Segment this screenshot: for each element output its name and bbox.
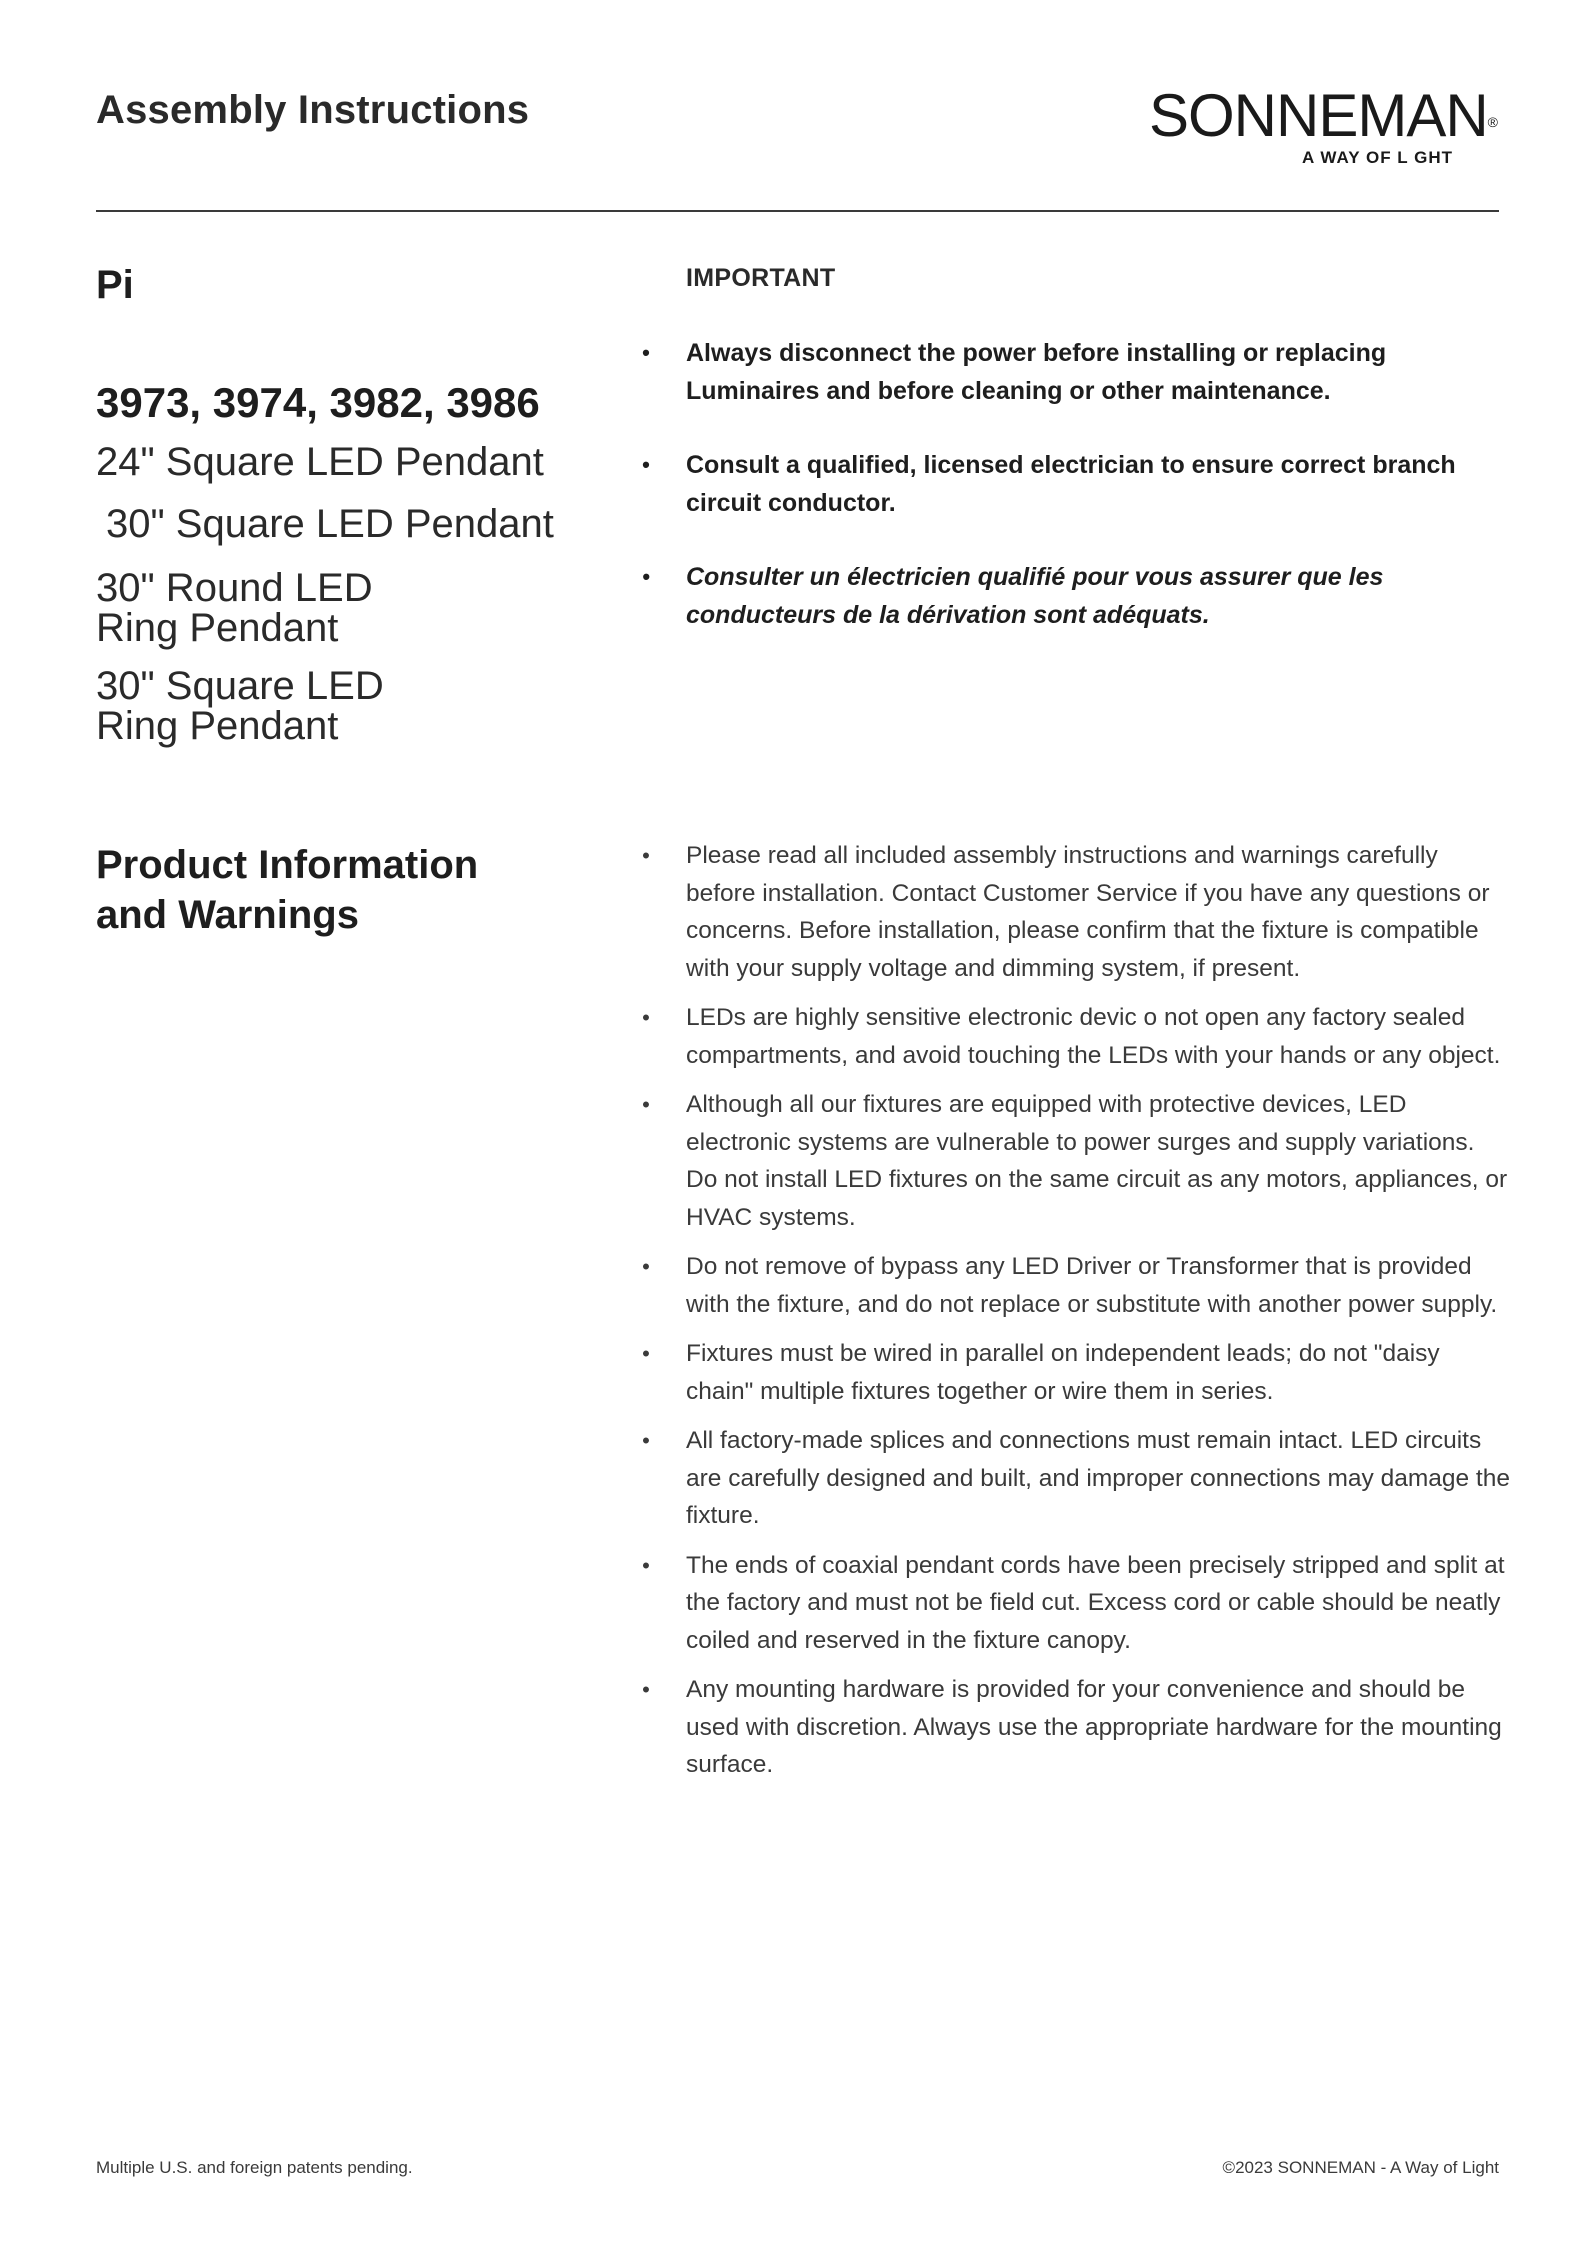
list-item bbox=[640, 1248, 1510, 1323]
product-variant: 30" Square LED Pendant bbox=[106, 502, 554, 546]
bullet-icon: • bbox=[642, 1552, 650, 1578]
variant-line: 30" Square LED bbox=[96, 664, 384, 708]
model-numbers: 3973, 3974, 3982, 3986 bbox=[96, 379, 540, 426]
warnings-list bbox=[640, 837, 1510, 1796]
product-name: Pi bbox=[96, 263, 134, 307]
page-title: Assembly Instructions bbox=[96, 88, 530, 132]
list-item bbox=[640, 1335, 1510, 1410]
important-item-text: Consulter un électricien qualifié pour vous assurer que les conducteurs de la dérivation sont adéquats. bbox=[686, 563, 1384, 629]
copyright-notice: ©2023 SONNEMAN - A Way of Light bbox=[1222, 2158, 1499, 2177]
section-heading-line: Product Information bbox=[96, 843, 479, 887]
bullet-icon: • bbox=[642, 1428, 650, 1453]
list-item bbox=[640, 1086, 1510, 1236]
warning-item-text: Although all our fixtures are equipped with protective devices, LED electronic systems are vulnerable to power surges and supply variations. Do not install LED fixtures on the same circuit as any motors, appliances, or HVAC systems. bbox=[686, 1091, 1508, 1231]
important-label: IMPORTANT bbox=[686, 264, 836, 292]
bullet-icon: • bbox=[642, 843, 650, 868]
list-item bbox=[640, 446, 1510, 522]
variant-line: 30" Round LED bbox=[96, 566, 373, 610]
registered-mark: ® bbox=[1487, 114, 1497, 130]
list-item bbox=[640, 558, 1510, 634]
list-item bbox=[640, 1547, 1510, 1660]
important-item-text: Consult a qualified, licensed electrician to ensure correct branch circuit conductor. bbox=[686, 451, 1456, 517]
important-list bbox=[640, 334, 1510, 670]
warning-item-text: All factory-made splices and connections must remain intact. LED circuits are carefully designed and built, and improper connections may damage the fixture. bbox=[686, 1427, 1510, 1529]
warning-item-text: Please read all included assembly instructions and warnings carefully before installation. Contact Customer Service if you have any questions or concerns. Before installation, please confirm that the fixture is compatible with your supply voltage and dimming system, if present. bbox=[686, 842, 1490, 982]
bullet-icon: • bbox=[642, 340, 650, 365]
warning-item-text: Do not remove of bypass any LED Driver or Transformer that is provided with the fixture, and do not replace or substitute with another power supply. bbox=[686, 1253, 1498, 1318]
list-item bbox=[640, 334, 1510, 410]
bullet-icon: • bbox=[642, 564, 650, 589]
bullet-icon: • bbox=[642, 452, 650, 477]
list-item bbox=[640, 837, 1510, 987]
important-item-text: Always disconnect the power before installing or replacing Luminaires and before cleaning or other maintenance. bbox=[686, 339, 1387, 405]
bullet-icon: • bbox=[642, 1677, 650, 1702]
list-item bbox=[640, 1671, 1510, 1784]
variant-line: Ring Pendant bbox=[96, 704, 339, 748]
brand-wordmark: SONNEMAN bbox=[1148, 82, 1488, 149]
brand-logo bbox=[1148, 82, 1497, 168]
product-variant bbox=[96, 666, 384, 746]
section-heading-line: and Warnings bbox=[96, 893, 359, 937]
variant-line: Ring Pendant bbox=[96, 606, 339, 650]
list-item bbox=[640, 999, 1510, 1074]
warning-item-text: Fixtures must be wired in parallel on independent leads; do not "daisy chain" multiple fixtures together or wire them in series. bbox=[686, 1340, 1440, 1405]
section-heading bbox=[96, 840, 616, 940]
list-item bbox=[640, 1422, 1510, 1535]
bullet-icon: • bbox=[642, 1005, 650, 1030]
product-variant bbox=[96, 568, 373, 648]
header-divider bbox=[96, 210, 1499, 212]
brand-tagline: A WAY OF L GHT bbox=[1302, 148, 1453, 167]
warning-item-text: The ends of coaxial pendant cords have been precisely stripped and split at the factory and must not be field cut. Excess cord or cable should be neatly coiled and reserved in the fixture canopy. bbox=[686, 1551, 1505, 1654]
bullet-icon: • bbox=[642, 1092, 650, 1117]
brand-name bbox=[1148, 82, 1497, 149]
bullet-icon: • bbox=[642, 1341, 650, 1366]
product-block bbox=[96, 260, 616, 748]
warning-item-text: LEDs are highly sensitive electronic devic o not open any factory sealed compartments, and avoid touching the LEDs with your hands or any object. bbox=[686, 1004, 1501, 1069]
bullet-icon: • bbox=[642, 1254, 650, 1279]
product-variant: 24" Square LED Pendant bbox=[96, 440, 544, 484]
warning-item-text: Any mounting hardware is provided for your convenience and should be used with discretion. Always use the appropriate hardware for the mounting surface. bbox=[686, 1676, 1502, 1778]
patent-notice: Multiple U.S. and foreign patents pending. bbox=[96, 2158, 413, 2177]
